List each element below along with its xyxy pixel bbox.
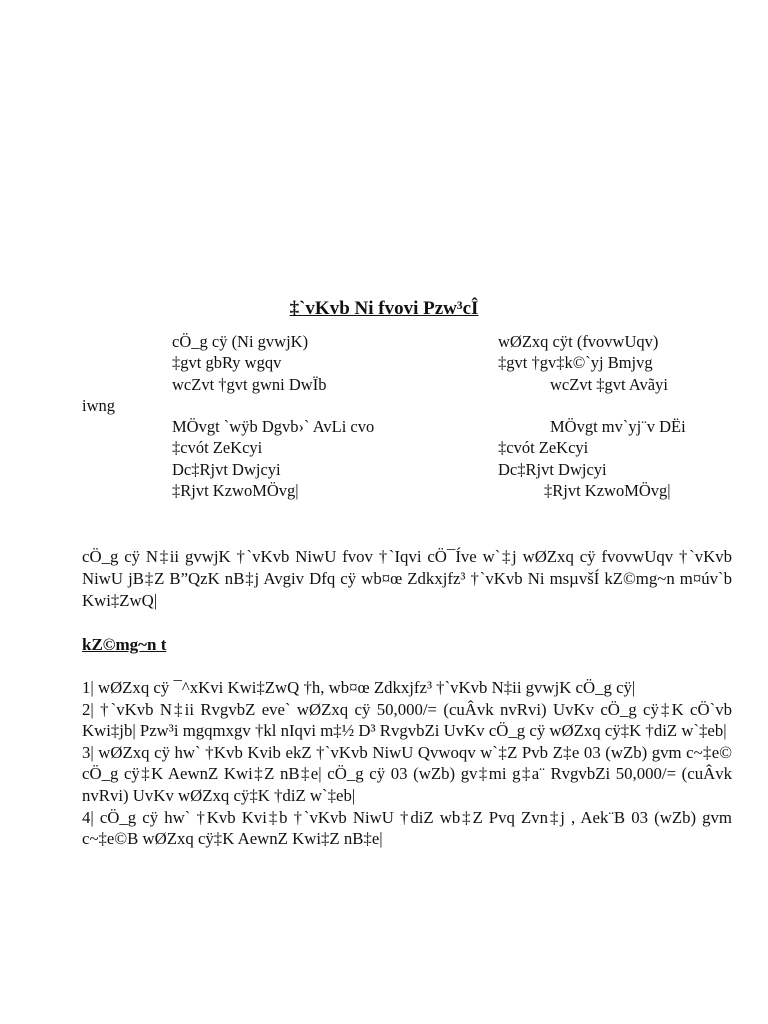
first-party-village: MÖvgt `wÿb Dgvb›` AvLi cvo <box>172 417 375 437</box>
terms-heading: kZ©mg~n t <box>82 635 167 654</box>
second-party-father: wcZvt ‡gvt Avãyi <box>550 374 668 394</box>
second-party-village: MÖvgt mv`yj¨v DËi <box>550 417 686 437</box>
term-item: 2| †`vKvb N‡ii RvgvbZ eve` wØZxq cÿ 50,000/= (cuÂvk nvRvi) UvKv cÖ_g cÿ‡K cÖ`vb Kwi‡jb| Pzw³i mgqmxgv †kl nIqvi m‡½ D³ RvgvbZi UvKv cÖ_g cÿ wØZxq cÿ‡K †diZ w`‡eb| <box>82 699 732 741</box>
second-party-name: ‡gvt †gv‡k©`yj Bmjvg <box>498 353 653 373</box>
first-party-district: ‡Rjvt KzwoMÖvg| <box>172 481 299 501</box>
first-party-post: ‡cvót ZeKcyi <box>172 438 263 458</box>
document-title: ‡`vKvb Ni fvovi Pzw³cÎ <box>289 298 479 319</box>
first-party-details <box>172 331 374 501</box>
second-party-district: ‡Rjvt KzwoMÖvg| <box>544 481 671 501</box>
term-item: 4| cÖ_g cÿ hw` †Kvb Kvi‡b †`vKvb NiwU †diZ wb‡Z Pvq Zvn‡j , Aek¨B 03 (wZb) gvm c~‡e©B wØZxq cÿ‡K AewnZ Kwi‡Z nB‡e| <box>82 807 732 849</box>
term-item: 1| wØZxq cÿ ¯^xKvi Kwi‡ZwQ †h, wb¤œ Zdkxjfz³ †`vKvb N‡ii gvwjK cÖ_g cÿ| <box>82 678 636 697</box>
wrapped-name-fragment: iwng <box>82 396 115 415</box>
first-party-father: wcZvt †gvt gwni DwÏb <box>172 374 327 394</box>
first-party-name: ‡gvt gbRy wgqv <box>172 353 282 373</box>
first-party-upazila: Dc‡Rjvt Dwjcyi <box>172 459 281 479</box>
term-item: 3| wØZxq cÿ hw` †Kvb Kvib ekZ †`vKvb NiwU Qvwoqv w`‡Z Pvb Z‡e 03 (wZb) gvm c~‡e© cÖ_g cÿ‡K AewnZ Kwi‡Z nB‡e| cÖ_g cÿ 03 (wZb) gv‡mi g‡a¨ RvgvbZi 50,000/= (cuÂvk nvRvi) UvKv wØZxq cÿ‡K †diZ w`‡eb| <box>82 742 732 805</box>
terms-list <box>82 677 732 850</box>
intro-paragraph: cÖ_g cÿ N‡ii gvwjK †`vKvb NiwU fvov †`Iqvi cÖ¯Íve w`‡j wØZxq cÿ fvovwUqv †`vKvb NiwU jB‡Z B”QzK nB‡j Avgiv Dfq cÿ wb¤œ Zdkxjfz³ †`vKvb Ni msµvšÍ kZ©mg~n m¤úv`b Kwi‡ZwQ| <box>82 547 732 610</box>
second-party-upazila: Dc‡Rjvt Dwjcyi <box>498 459 607 479</box>
second-party-details <box>498 331 686 501</box>
second-party-label: wØZxq cÿt (fvovwUqv) <box>498 332 659 351</box>
first-party-label: cÖ_g cÿ (Ni gvwjK) <box>172 332 309 351</box>
second-party-post: ‡cvót ZeKcyi <box>498 438 589 458</box>
